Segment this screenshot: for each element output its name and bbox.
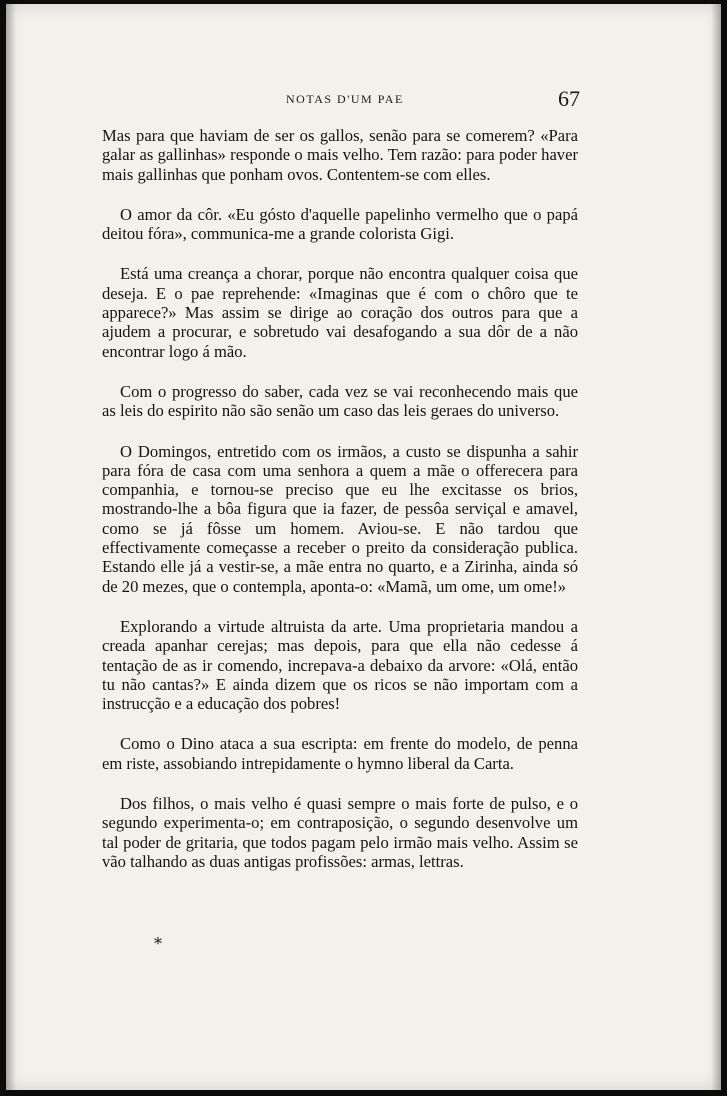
- paragraph-gallos: Mas para que haviam de ser os gallos, senão para se comerem? «Para galar as gallinhas» responde o mais velho. Tem razão: para poder haver mais gallinhas que ponham ovos. Contentem-se com elles.: [102, 126, 578, 184]
- book-page: [6, 4, 721, 1090]
- paragraph-progresso-do-saber: Com o progresso do saber, cada vez se vai reconhecendo mais que as leis do espirito não são senão um caso das leis geraes do universo.: [102, 381, 578, 421]
- page-number: 67: [558, 86, 580, 111]
- page-edge-shadow-left: [6, 4, 16, 1090]
- paragraph-creanca-a-chorar: Está uma creança a chorar, porque não encontra qualquer coisa que deseja. E o pae reprehende: «Imaginas que é com o chôro que te apparece?» Mas assim se dirige ao coração dos outros para que a ajudem a procurar, e sobretudo vai desafogando a sua dôr de a não encontrar logo á mão.: [102, 264, 578, 361]
- paragraph-virtude-altruista: Explorando a virtude altruista da arte. Uma proprietaria mandou a creada apanhar cerejas; mas depois, para que ella não cedesse á tentação de as ir comendo, increpava-a debaixo da arvore: «Olá, então tu não cantas?» E ainda dizem que os ricos se não importam com a instrucção e a educação dos pobres!: [102, 616, 578, 714]
- paragraph-dino-escripta: Como o Dino ataca a sua escripta: em frente do modelo, de penna em riste, assobiando intrepidamente o hymno liberal da Carta.: [102, 734, 578, 773]
- paragraph-domingos: O Domingos, entretido com os irmãos, a custo se dispunha a sahir para fóra de casa com uma senhora a quem a mãe o offerecera para companhia, e tornou-se preciso que eu lhe excitasse os brios, mostrando-lhe a bôa figura que ia fazer, de pessôa serviçal e amavel, como se já fôsse um homem. Aviou-se. E não tardou que effectivamente começasse a receber o preito da consideração publica. Estando elle já a vestir-se, a mãe entra no quarto, e a Zirinha, ainda só de 20 mezes, que o contempla, aponta-o: «Mamã, um ome, um ome!»: [102, 441, 578, 596]
- section-asterisk: *: [154, 934, 162, 953]
- paragraph-dos-filhos: Dos filhos, o mais velho é quasi sempre o mais forte de pulso, e o segundo experimenta-o; em contraposição, o segundo desenvolve um tal poder de gritaria, que todos pagam pelo irmão mais velho. Assim se vão talhando as duas antigas profissões: armas, lettras.: [102, 794, 578, 871]
- body-text: [102, 126, 578, 892]
- page-edge-shadow-right: [711, 4, 721, 1090]
- paragraph-amor-da-cor: O amor da côr. «Eu gósto d'aquelle papelinho vermelho que o papá deitou fóra», communica-me a grande colorista Gigi.: [102, 204, 578, 244]
- running-title: NOTAS D'UM PAE: [286, 92, 404, 106]
